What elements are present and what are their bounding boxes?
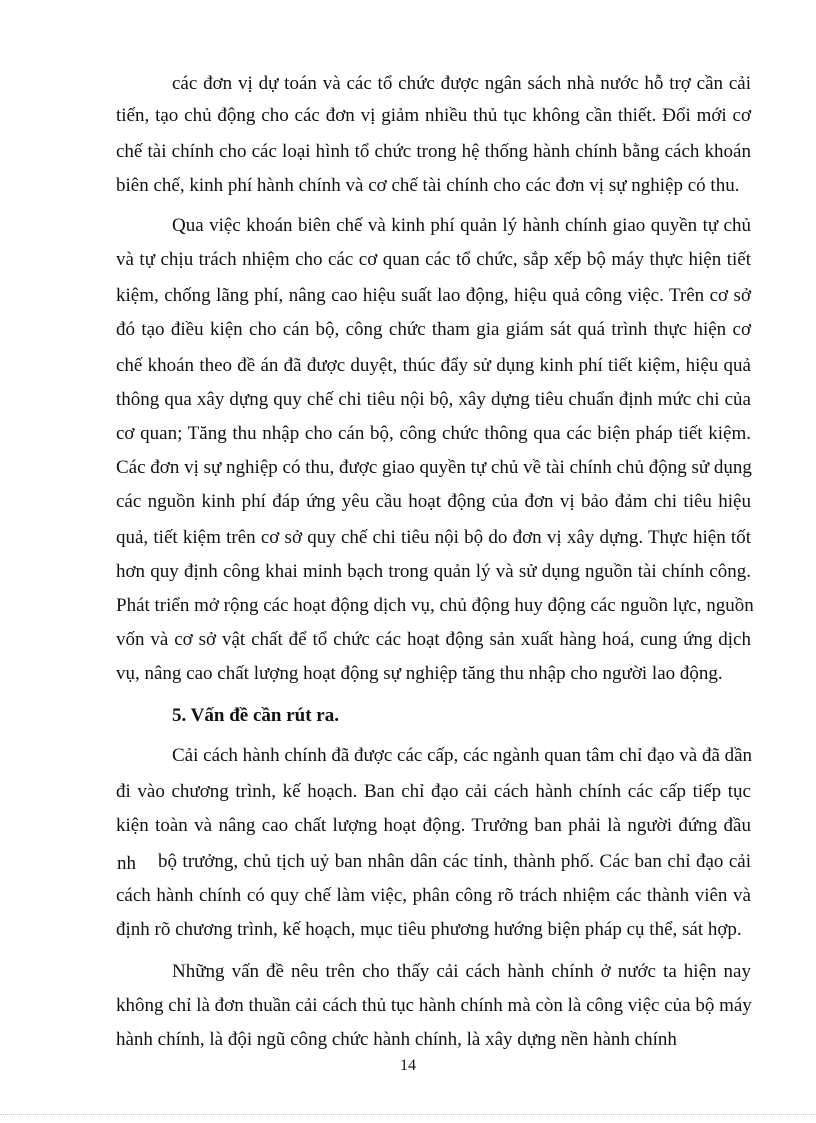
text-line: Những vấn đề nêu trên cho thấy cải cách hành chính ở nước ta hiện nay [172,961,751,982]
text-line: định rõ chương trình, kế hoạch, mục tiêu phương hướng biện pháp cụ thể, sát hợp. [116,919,742,940]
text-line: đi vào chương trình, kế hoạch. Ban chỉ đạo cải cách hành chính các cấp tiếp tục [116,781,751,802]
text-line: chế khoán theo đề án đã được duyệt, thúc đẩy sử dụng kinh phí tiết kiệm, hiệu quả [116,355,751,376]
text-line: vốn và cơ sở vật chất để tổ chức các hoạt động sản xuất hàng hoá, cung ứng dịch [116,629,751,650]
page-bottom-border [0,1114,816,1115]
text-line: tiến, tạo chủ động cho các đơn vị giảm nhiều thủ tục không cần thiết. Đổi mới cơ [116,105,751,126]
text-line: các nguồn kinh phí đáp ứng yêu cầu hoạt động của đơn vị bảo đảm chi tiêu hiệu [116,491,751,512]
section-heading: 5. Vấn đề cần rút ra. [172,705,339,726]
text-line: cách hành chính có quy chế làm việc, phân công rõ trách nhiệm các thành viên và [116,885,751,906]
text-line: Cải cách hành chính đã được các cấp, các ngành quan tâm chỉ đạo và đã dần [172,745,753,766]
text-line: cơ quan; Tăng thu nhập cho cán bộ, công chức thông qua các biện pháp tiết kiệm. [116,423,751,444]
text-line: chế tài chính cho các loại hình tổ chức trong hệ thống hành chính bằng cách khoán [116,141,751,162]
text-line: các đơn vị dự toán và các tổ chức được ngân sách nhà nước hỗ trợ cần cải [172,73,751,94]
text-line: Qua việc khoán biên chế và kinh phí quản lý hành chính giao quyền tự chủ [172,215,751,236]
text-fragment: nh [117,853,136,874]
text-line: Các đơn vị sự nghiệp có thu, được giao quyền tự chủ về tài chính chủ động sử dụng [116,457,752,478]
text-line: thông qua xây dựng quy chế chi tiêu nội bộ, xây dựng tiêu chuẩn định mức chi của [116,389,751,410]
text-line: kiện toàn và nâng cao chất lượng hoạt động. Trưởng ban phải là người đứng đầu [116,815,751,836]
text-line: quả, tiết kiệm trên cơ sở quy chế chi tiêu nội bộ do đơn vị xây dựng. Thực hiện tốt [116,527,751,548]
text-line: không chỉ là đơn thuần cải cách thủ tục hành chính mà còn là công việc của bộ máy [116,995,752,1016]
text-line: hành chính, là đội ngũ công chức hành chính, là xây dựng nền hành chính [116,1029,677,1050]
text-line: đó tạo điều kiện cho cán bộ, công chức tham gia giám sát quá trình thực hiện cơ [116,319,751,340]
text-line: vụ, nâng cao chất lượng hoạt động sự nghiệp tăng thu nhập cho người lao động. [116,663,723,684]
text-line: hơn quy định công khai minh bạch trong quản lý và sử dụng nguồn tài chính công. [116,561,751,582]
text-line: bộ trưởng, chủ tịch uỷ ban nhân dân các tỉnh, thành phố. Các ban chỉ đạo cải [158,851,751,872]
page-number: 14 [400,1057,416,1074]
text-line: và tự chịu trách nhiệm cho các cơ quan các tổ chức, sắp xếp bộ máy thực hiện tiết [116,249,751,270]
text-line: biên chế, kinh phí hành chính và cơ chế tài chính cho các đơn vị sự nghiệp có thu. [116,175,740,196]
text-line: Phát triển mở rộng các hoạt động dịch vụ, chủ động huy động các nguồn lực, nguồn [116,595,754,616]
text-line: kiệm, chống lãng phí, nâng cao hiệu suất lao động, hiệu quả công việc. Trên cơ sở [116,285,751,306]
